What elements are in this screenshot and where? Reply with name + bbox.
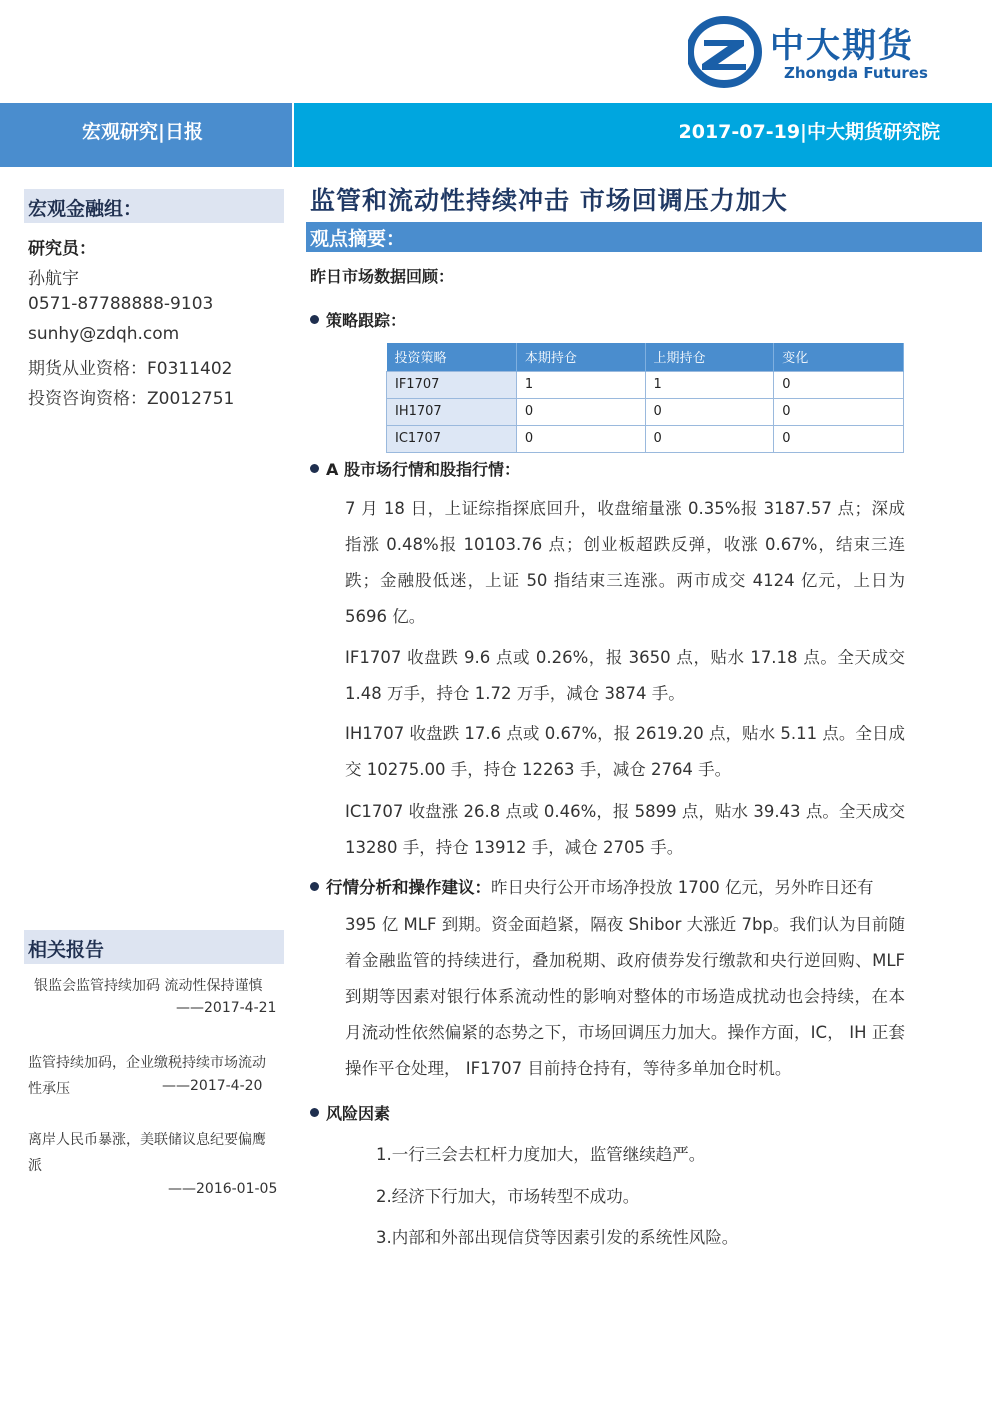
market-paragraph-if: IF1707 收盘跌 9.6 点或 0.26%，报 3650 点，贴水 17.18 点。全天成交 1.48 万手，持仓 1.72 万手，减仓 3874 手。 [345, 648, 905, 703]
analyst-name: 孙航宇 [28, 269, 79, 289]
analysis-label: 行情分析和操作建议： [326, 878, 491, 897]
table-row [387, 425, 904, 452]
header-banner-right [294, 103, 992, 167]
table-cell: IF1707 [387, 371, 517, 398]
table-row [387, 398, 904, 425]
analysis-heading [310, 874, 873, 898]
summary-heading: 观点摘要： [310, 228, 406, 250]
market-paragraph-overview: 7 月 18 日，上证综指探底回升，收盘缩量涨 0.35%报 3187.57 点；深成指涨 0.48%报 10103.76 点；创业板超跌反弹，收涨 0.67%，结束三连跌；金融股低迷，上证 50 指结束三连涨。两市成交 4124 亿元，上日为 5696 亿。 [345, 499, 905, 626]
bullet-icon [310, 882, 319, 891]
strategy-table [386, 343, 904, 453]
table-cell: 0 [645, 425, 774, 452]
review-heading: 昨日市场数据回顾： [310, 267, 455, 286]
table-header-cell: 上期持仓 [645, 343, 774, 371]
analyst-label: 研究员： [28, 239, 96, 259]
table-cell: IH1707 [387, 398, 517, 425]
market-heading: A 股市场行情和股指行情： [310, 457, 520, 480]
bullet-icon [310, 315, 319, 324]
related-report-3-title[interactable]: 离岸人民币暴涨，美联储议息纪要偏鹰 [28, 1132, 266, 1148]
table-cell: 0 [645, 398, 774, 425]
risk-item-3: 3.内部和外部出现信贷等因素引发的系统性风险。 [376, 1228, 739, 1247]
related-report-3-date: ——2016-01-05 [168, 1181, 278, 1197]
logo-name-cn: 中大期货 [770, 26, 914, 66]
related-report-1-title[interactable]: 银监会监管持续加码 流动性保持谨慎 [34, 978, 263, 994]
related-report-2-title[interactable]: 监管持续加码，企业缴税持续市场流动 [28, 1055, 266, 1071]
risk-item-1: 1.一行三会去杠杆力度加大，监管继续趋严。 [376, 1145, 706, 1164]
analysis-first-line: 昨日央行公开市场净投放 1700 亿元，另外昨日还有 [491, 878, 874, 897]
table-header-cell: 变化 [774, 343, 904, 371]
market-paragraph-ic: IC1707 收盘涨 26.8 点或 0.46%，报 5899 点，贴水 39.43 点。全天成交 13280 手，持仓 13912 手，减仓 2705 手。 [345, 802, 905, 857]
table-row [387, 371, 904, 398]
bullet-icon [310, 464, 319, 473]
risk-heading: 风险因素 [310, 1101, 390, 1124]
report-title: 监管和流动性持续冲击 市场回调压力加大 [310, 186, 788, 215]
summary-section-bar [306, 222, 982, 252]
related-report-3-title-cont[interactable]: 派 [28, 1158, 42, 1174]
company-logo [688, 16, 948, 88]
analyst-email[interactable]: sunhy@zdqh.com [28, 324, 180, 344]
analysis-paragraph: 395 亿 MLF 到期。资金面趋紧，隔夜 Shibor 大涨近 7bp。我们认为目前随着金融监管的持续进行，叠加税期、政府债券发行缴款和央行逆回购、MLF 到期等因素对银行体系流动性的影响对整体的市场造成扰动也会持续，在本月流动性依然偏紧的态势之下，市场回调压力加大。操作方面，IC， IH 正套操作平仓处理， IF1707 目前持仓持有，等待多单加仓时机。 [345, 915, 905, 1078]
futures-qualification: 期货从业资格：F0311402 [28, 359, 233, 379]
zhongda-logo-mark-icon [688, 16, 764, 88]
table-cell: 0 [774, 371, 904, 398]
table-cell: 1 [645, 371, 774, 398]
table-cell: 0 [516, 398, 645, 425]
header-banner-left [0, 103, 292, 167]
related-report-2-title-cont[interactable]: 性承压 [28, 1081, 70, 1097]
related-report-2-date: ——2017-4-20 [162, 1078, 263, 1094]
risk-item-2: 2.经济下行加大，市场转型不成功。 [376, 1187, 640, 1206]
table-header-cell: 本期持仓 [516, 343, 645, 371]
related-report-1-date: ——2017-4-21 [176, 1000, 277, 1016]
report-date-source: 2017-07-19|中大期货研究院 [678, 121, 940, 143]
table-cell: 0 [774, 425, 904, 452]
table-cell: 0 [516, 425, 645, 452]
report-type: 宏观研究|日报 [82, 121, 203, 143]
table-cell: 0 [774, 398, 904, 425]
sidebar-group-heading: 宏观金融组： [24, 189, 284, 223]
market-paragraph-ih: IH1707 收盘跌 17.6 点或 0.67%，报 2619.20 点，贴水 5.11 点。全日成交 10275.00 手，持仓 12263 手，减仓 2764 手。 [345, 724, 905, 779]
table-header-row [387, 343, 904, 371]
analyst-phone: 0571-87788888-9103 [28, 294, 214, 314]
strategy-heading: 策略跟踪： [310, 308, 406, 331]
table-cell: IC1707 [387, 425, 517, 452]
table-cell: 1 [516, 371, 645, 398]
related-reports-heading: 相关报告 [24, 930, 284, 964]
table-header-cell: 投资策略 [387, 343, 517, 371]
logo-name-en: Zhongda Futures [784, 64, 928, 82]
advisory-qualification: 投资咨询资格：Z0012751 [28, 389, 235, 409]
bullet-icon [310, 1108, 319, 1117]
